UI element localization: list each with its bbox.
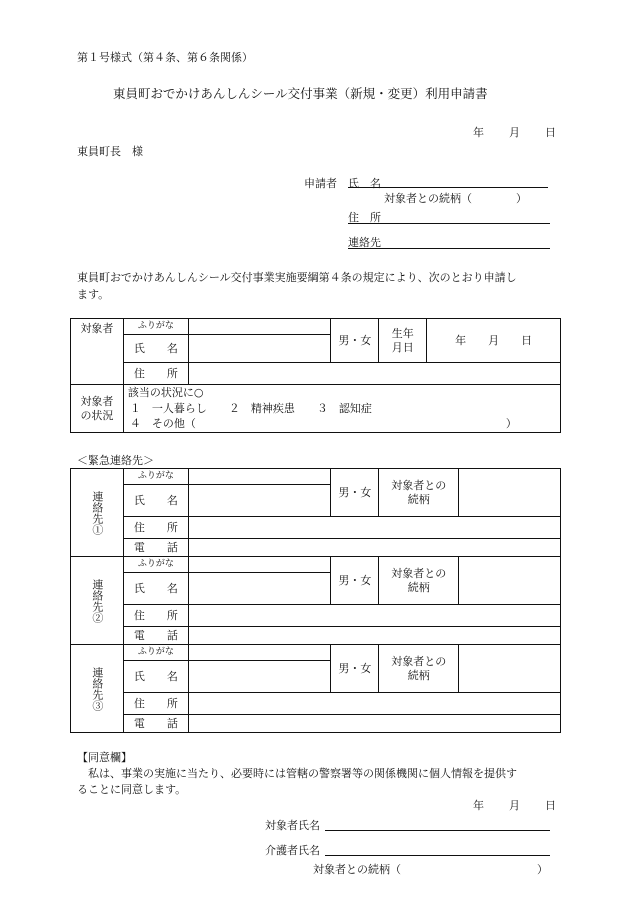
ec2-phone-field[interactable] (188, 627, 560, 645)
date-year: 年 (473, 126, 484, 139)
applicant-contact-line[interactable] (348, 248, 550, 249)
ec3-address-label: 住 所 (123, 693, 188, 715)
applicant-address-label: 住 所 (348, 211, 381, 224)
ec2-gender[interactable]: 男・女 (331, 557, 379, 605)
date-day: 日 (545, 126, 556, 139)
consent-line-1: 私は、事業の実施に当たり、必要時には管轄の警察署等の関係機関に個人情報を提供す (88, 767, 517, 780)
ec1-furigana-field[interactable] (188, 469, 331, 485)
ec2-furigana-field[interactable] (188, 557, 331, 573)
applicant-label: 申請者 (304, 177, 337, 190)
ec3-phone-field[interactable] (188, 715, 560, 733)
subject-birth-label-2: 月日 (391, 340, 414, 354)
consent-subject-name-line[interactable] (325, 830, 550, 831)
subject-name-label: 氏 名 (123, 335, 188, 363)
ec2-furigana-label: ふりがな (123, 557, 188, 573)
consent-date-month: 月 (509, 799, 520, 812)
status-other-row[interactable] (128, 416, 560, 431)
applicant-address-line[interactable] (348, 223, 550, 224)
applicant-name-label: 氏 名 (348, 177, 381, 190)
consent-caregiver-name-label: 介護者氏名 (265, 844, 320, 857)
ec1-relation-label: 対象者との 続柄 (379, 469, 459, 517)
emergency-contact-2-label: 連絡先② (71, 557, 124, 645)
ec1-address-label: 住 所 (123, 517, 188, 539)
date-month: 月 (509, 126, 520, 139)
subject-birth-label (379, 319, 427, 363)
subject-gender[interactable]: 男・女 (331, 319, 379, 363)
consent-subject-name-label: 対象者氏名 (265, 819, 320, 832)
ec2-relation-field[interactable] (459, 557, 561, 605)
consent-date-day: 日 (545, 799, 556, 812)
subject-label: 対象者 (71, 319, 124, 385)
consent-relation-label: 対象者との続柄（ (313, 863, 401, 876)
status-other-close: ） (505, 417, 517, 431)
ec1-name-label: 氏 名 (123, 485, 188, 517)
emergency-heading: ＜緊急連絡先＞ (77, 454, 154, 467)
ec3-name-field[interactable] (188, 661, 331, 693)
subject-status-label (71, 385, 124, 433)
consent-line-2: ることに同意します。 (77, 783, 187, 796)
status-options[interactable]: １ 一人暮らし ２ 精神疾患 ３ 認知症 (129, 401, 372, 415)
subject-birth-date[interactable]: 年 月 日 (427, 319, 561, 363)
ec3-name-label: 氏 名 (123, 661, 188, 693)
ec1-phone-label: 電 話 (123, 539, 188, 557)
consent-caregiver-name-line[interactable] (325, 855, 550, 856)
consent-relation-close: ） (537, 863, 548, 876)
subject-status-label-2: の状況 (80, 408, 114, 422)
status-other: ４ その他（ (129, 417, 196, 431)
form-number: 第１号様式（第４条、第６条関係） (77, 51, 253, 64)
ec1-address-field[interactable] (188, 517, 560, 539)
ec3-address-field[interactable] (188, 693, 560, 715)
subject-address-label: 住 所 (123, 363, 188, 385)
applicant-contact-label: 連絡先 (348, 236, 381, 249)
intro-line-1: 東員町おでかけあんしんシール交付事業実施要綱第４条の規定により、次のとおり申請し (77, 271, 517, 284)
applicant-name-line[interactable] (348, 187, 548, 188)
ec3-gender[interactable]: 男・女 (331, 645, 379, 693)
emergency-contact-3-label: 連絡先③ (71, 645, 124, 733)
addressee: 東員町長 様 (77, 145, 143, 158)
ec3-furigana-label: ふりがな (123, 645, 188, 661)
subject-furigana-field[interactable] (188, 319, 331, 335)
subject-name-field[interactable] (188, 335, 331, 363)
intro-line-2: ます。 (77, 288, 110, 301)
ec2-relation-label: 対象者との 続柄 (379, 557, 459, 605)
subject-furigana-label: ふりがな (123, 319, 188, 335)
ec2-address-field[interactable] (188, 605, 560, 627)
ec3-phone-label: 電 話 (123, 715, 188, 733)
subject-status-label-1: 対象者 (80, 394, 114, 408)
ec1-relation-field[interactable] (459, 469, 561, 517)
subject-status-cell[interactable] (123, 385, 560, 433)
ec1-gender[interactable]: 男・女 (331, 469, 379, 517)
ec2-address-label: 住 所 (123, 605, 188, 627)
subject-table (70, 318, 561, 433)
ec2-name-field[interactable] (188, 573, 331, 605)
page-title: 東員町おでかけあんしんシール交付事業（新規・変更）利用申請書 (113, 86, 488, 101)
ec2-phone-label: 電 話 (123, 627, 188, 645)
ec2-name-label: 氏 名 (123, 573, 188, 605)
ec3-relation-label: 対象者との 続柄 (379, 645, 459, 693)
ec1-phone-field[interactable] (188, 539, 560, 557)
emergency-contact-1-label: 連絡先① (71, 469, 124, 557)
ec3-furigana-field[interactable] (188, 645, 331, 661)
ec1-furigana-label: ふりがな (123, 469, 188, 485)
applicant-relation-label: 対象者との続柄（ ） (384, 192, 527, 205)
ec1-name-field[interactable] (188, 485, 331, 517)
status-heading: 該当の状況に○ (127, 386, 204, 400)
consent-heading: 【同意欄】 (77, 751, 132, 764)
ec3-relation-field[interactable] (459, 645, 561, 693)
consent-date-year: 年 (473, 799, 484, 812)
emergency-table (70, 468, 561, 733)
subject-birth-label-1: 生年 (391, 326, 414, 340)
subject-address-field[interactable] (188, 363, 560, 385)
